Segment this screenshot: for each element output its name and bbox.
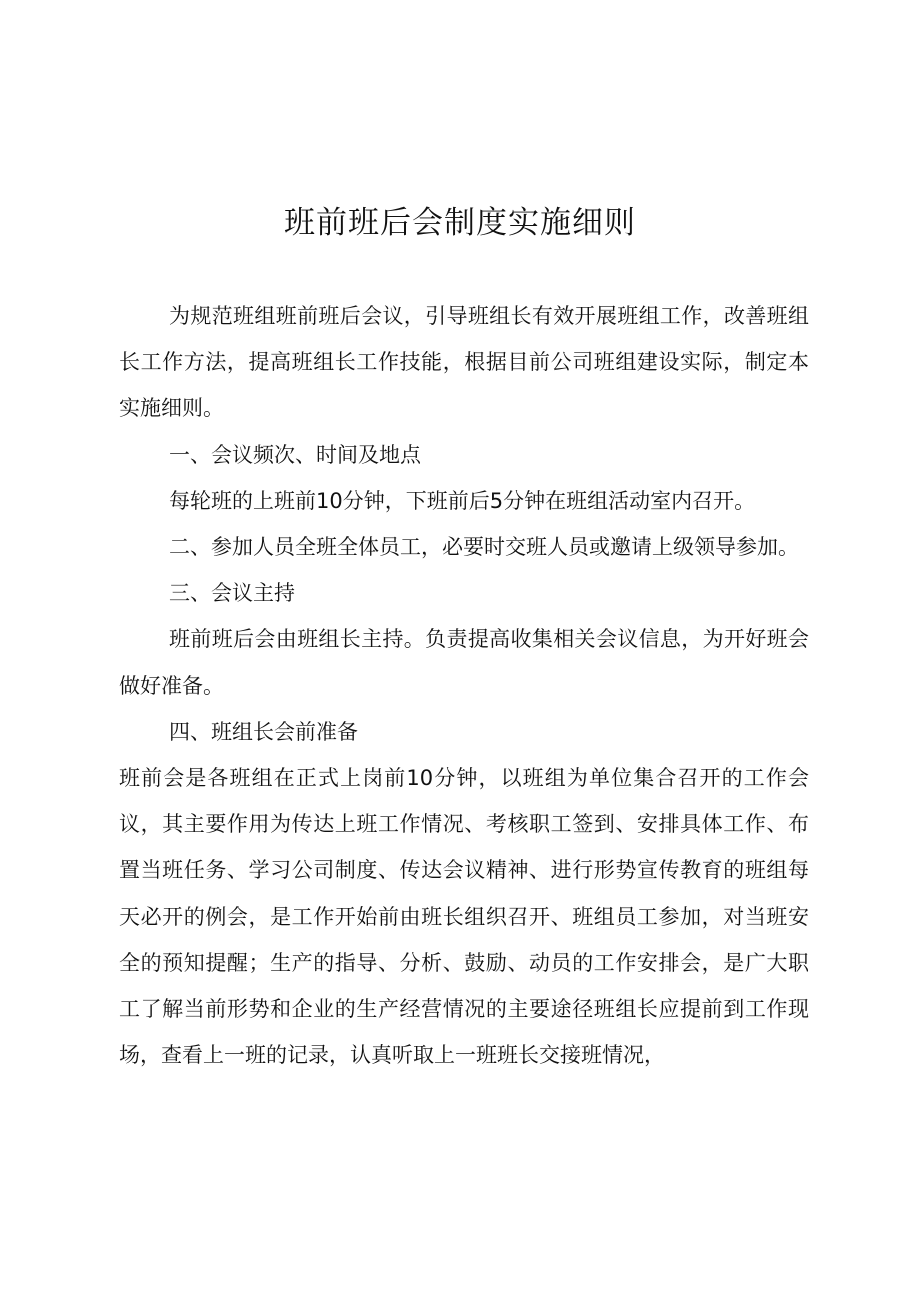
document-body bbox=[119, 293, 809, 1078]
section-body-4: 班前会是各班组在正式上岗前10分钟，以班组为单位集合召开的工作会议，其主要作用为传达上班工作情况、考核职工签到、安排具体工作、布置当班任务、学习公司制度、传达会议精神、进行形势宣传教育的班组每天必开的例会，是工作开始前由班长组织召开、班组员工参加，对当班安全的预知提醒；生产的指导、分析、鼓励、动员的工作安排会，是广大职工了解当前形势和企业的生产经营情况的主要途径班组长应提前到工作现场，查看上一班的记录，认真听取上一班班长交接班情况， bbox=[119, 766, 809, 1068]
section-heading-1: 一、会议频次、时间及地点 bbox=[169, 442, 421, 467]
section-heading-3: 三、会议主持 bbox=[169, 581, 295, 606]
document-title: 班前班后会制度实施细则 bbox=[284, 205, 636, 241]
section-heading-4: 四、班组长会前准备 bbox=[169, 719, 358, 744]
section-body-3: 班前班后会由班组长主持。负责提高收集相关会议信息，为开好班会做好准备。 bbox=[119, 627, 809, 698]
section-heading-2: 二、参加人员全班全体员工，必要时交班人员或邀请上级领导参加。 bbox=[169, 535, 799, 560]
intro-paragraph: 为规范班组班前班后会议，引导班组长有效开展班组工作，改善班组长工作方法，提高班组长工作技能，根据目前公司班组建设实际，制定本实施细则。 bbox=[119, 304, 809, 421]
section-body-1: 每轮班的上班前10分钟，下班前后5分钟在班组活动室内召开。 bbox=[169, 488, 756, 513]
